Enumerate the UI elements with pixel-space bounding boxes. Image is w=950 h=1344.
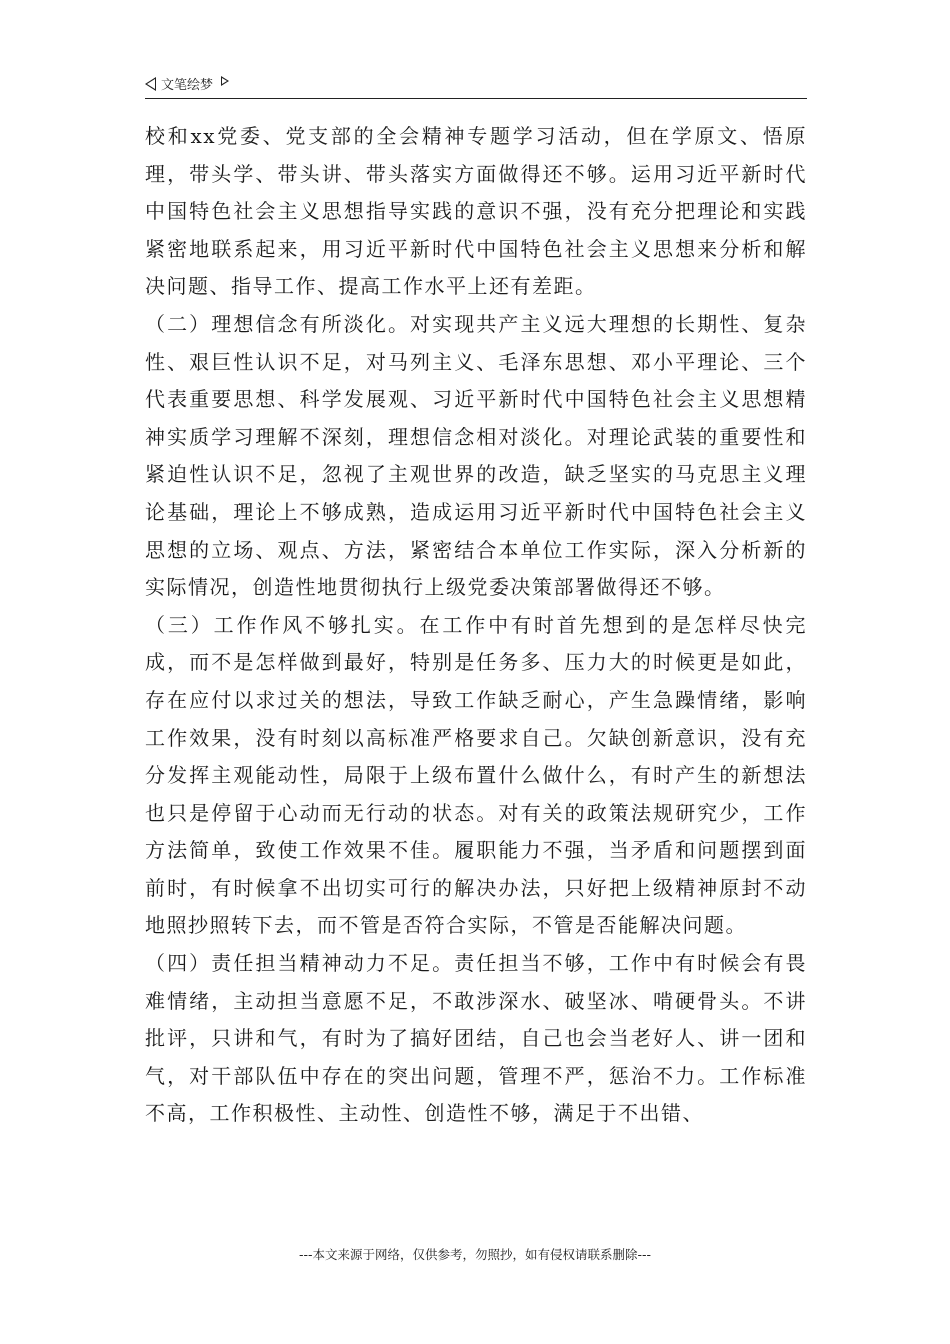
paragraph-intro: 校和xx党委、党支部的全会精神专题学习活动，但在学原文、悟原理，带头学、带头讲、带头落实方面做得还不够。运用习近平新时代中国特色社会主义思想指导实践的意识不强，没有充分把理论和实践紧密地联系起来，用习近平新时代中国特色社会主义思想来分析和解决问题、指导工作、提高工作水平上还有差距。: [145, 124, 807, 299]
triangle-right-icon: [221, 76, 229, 86]
paragraph-section-4: （四）责任担当精神动力不足。责任担当不够，工作中有时候会有畏难情绪，主动担当意愿不足，不敢涉深水、破坚冰、啃硬骨头。不讲批评，只讲和气，有时为了搞好团结，自己也会当老好人、讲一团和气，对干部队伍中存在的突出问题，管理不严，惩治不力。工作标准不高，工作积极性、主动性、创造性不够，满足于不出错、: [145, 951, 807, 1126]
footer-notice: ---本文来源于网络，仅供参考，勿照抄，如有侵权请联系删除---: [298, 1247, 652, 1262]
brand-text: 文笔绘梦: [161, 78, 214, 93]
page-header: [145, 72, 807, 99]
document-body: [145, 118, 807, 1133]
header-brand: [145, 74, 229, 93]
paragraph-section-3: （三）工作作风不够扎实。在工作中有时首先想到的是怎样尽快完成，而不是怎样做到最好，特别是任务多、压力大的时候更是如此，存在应付以求过关的想法，导致工作缺乏耐心，产生急躁情绪，影响工作效果，没有时刻以高标准严格要求自己。欠缺创新意识，没有充分发挥主观能动性，局限于上级布置什么做什么，有时产生的新想法也只是停留于心动而无行动的状态。对有关的政策法规研究少，工作方法简单，致使工作效果不佳。履职能力不强，当矛盾和问题摆到面前时，有时候拿不出切实可行的解决办法，只好把上级精神原封不动地照抄照转下去，而不管是否符合实际，不管是否能解决问题。: [145, 612, 807, 938]
triangle-left-icon: [145, 77, 156, 91]
paragraph-section-2: （二）理想信念有所淡化。对实现共产主义远大理想的长期性、复杂性、艰巨性认识不足，对马列主义、毛泽东思想、邓小平理论、三个代表重要思想、科学发展观、习近平新时代中国特色社会主义思想精神实质学习理解不深刻，理想信念相对淡化。对理论武装的重要性和紧迫性认识不足，忽视了主观世界的改造，缺乏坚实的马克思主义理论基础，理论上不够成熟，造成运用习近平新时代中国特色社会主义思想的立场、观点、方法，紧密结合本单位工作实际，深入分析新的实际情况，创造性地贯彻执行上级党委决策部署做得还不够。: [145, 311, 807, 600]
